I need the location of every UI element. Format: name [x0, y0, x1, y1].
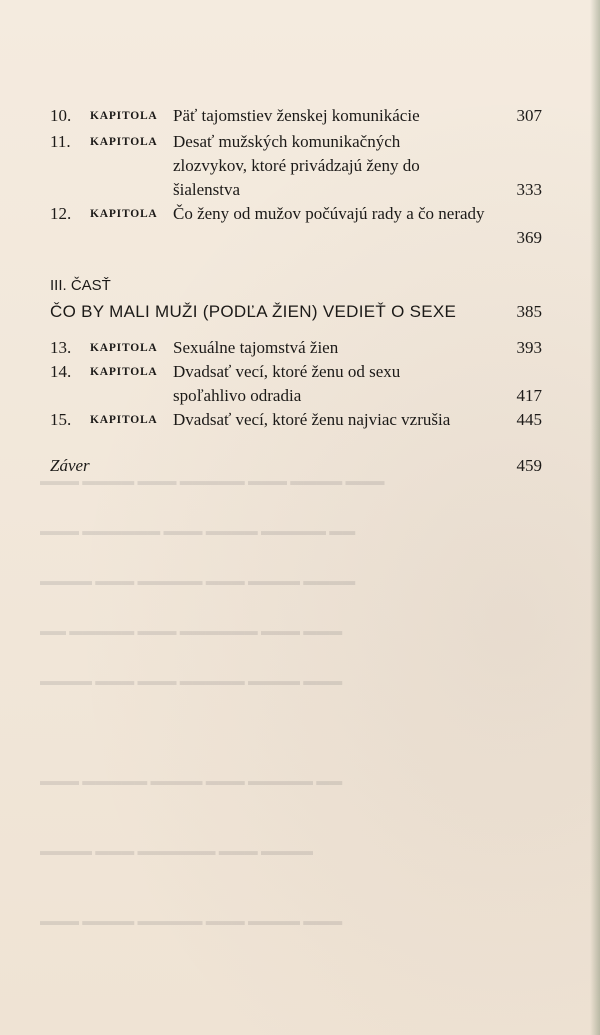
page-number: 369 — [516, 228, 542, 247]
chapter-number: 13. — [50, 338, 72, 357]
page-number: 445 — [516, 410, 542, 429]
page-number: 459 — [516, 456, 542, 475]
toc-entry-chapter-15[interactable] — [50, 408, 542, 432]
part-title: ČO BY MALI MUŽI (PODĽA ŽIEN) VEDIEŤ O SEXE — [50, 302, 457, 321]
show-through-text: ▬▬▬ ▬▬▬▬ ▬▬▬ ▬▬▬▬▬ ▬▬▬ ▬▬▬▬ ▬▬▬ ▬▬▬ ▬▬▬▬▬▬ ▬▬▬ ▬▬▬▬ ▬▬▬▬▬ ▬▬ ▬▬▬▬ ▬▬▬ ▬▬▬▬▬ ▬▬▬ ▬▬▬▬ ▬▬▬▬ ▬▬ ▬▬▬▬▬ ▬▬▬ ▬▬▬▬▬▬ ▬▬▬ ▬▬▬ ▬▬▬▬ ▬▬▬ ▬▬▬ ▬▬▬▬▬ ▬▬▬▬ ▬▬▬ ▬▬▬ ▬▬▬▬▬ ▬▬▬▬ ▬▬▬ ▬▬▬▬▬ ▬▬ ▬▬▬▬ ▬▬▬ ▬▬▬▬▬▬ ▬▬▬ ▬▬▬▬ ▬▬▬ ▬▬▬▬ ▬▬▬▬▬ ▬▬▬ ▬▬▬▬ ▬▬▬ — [40, 473, 385, 928]
chapter-label: KAPITOLA — [90, 414, 158, 426]
page-edge-shadow — [590, 0, 600, 1035]
chapter-title: Dvadsať vecí, ktoré ženu najviac vzrušia — [173, 410, 451, 429]
page-number: 385 — [516, 302, 542, 321]
toc-entry-chapter-10[interactable] — [50, 104, 542, 128]
chapter-label: KAPITOLA — [90, 366, 158, 378]
conclusion-title: Záver — [50, 456, 90, 475]
page-number: 417 — [516, 386, 542, 405]
toc-entry-part-3[interactable] — [50, 300, 542, 324]
chapter-number: 11. — [50, 132, 71, 151]
chapter-title: Čo ženy od mužov počúvajú rady a čo nerady — [173, 204, 485, 223]
chapter-number: 15. — [50, 410, 72, 429]
toc-entry-chapter-11[interactable] — [50, 130, 542, 202]
toc-entry-conclusion[interactable] — [50, 454, 542, 478]
chapter-label: KAPITOLA — [90, 110, 158, 122]
page-number: 393 — [516, 338, 542, 357]
chapter-number: 12. — [50, 204, 72, 223]
part-label: III. ČASŤ — [50, 277, 111, 294]
chapter-label: KAPITOLA — [90, 208, 158, 220]
chapter-title: Päť tajomstiev ženskej komunikácie — [173, 106, 420, 125]
chapter-title: Sexuálne tajomstvá žien — [173, 338, 339, 357]
chapter-number: 14. — [50, 362, 72, 381]
page-number: 333 — [516, 180, 542, 199]
chapter-number: 10. — [50, 106, 72, 125]
toc-entry-chapter-12[interactable] — [50, 202, 542, 250]
chapter-label: KAPITOLA — [90, 136, 158, 148]
chapter-label: KAPITOLA — [90, 342, 158, 354]
chapter-title: Desať mužských komunikačných zlozvykov, ktoré privádzajú ženy do šialenstva — [173, 132, 420, 199]
page-number: 307 — [516, 106, 542, 125]
toc-entry-chapter-14[interactable] — [50, 360, 542, 408]
toc-entry-chapter-13[interactable] — [50, 336, 542, 360]
chapter-title: Dvadsať vecí, ktoré ženu od sexu spoľahlivo odradia — [173, 362, 401, 405]
